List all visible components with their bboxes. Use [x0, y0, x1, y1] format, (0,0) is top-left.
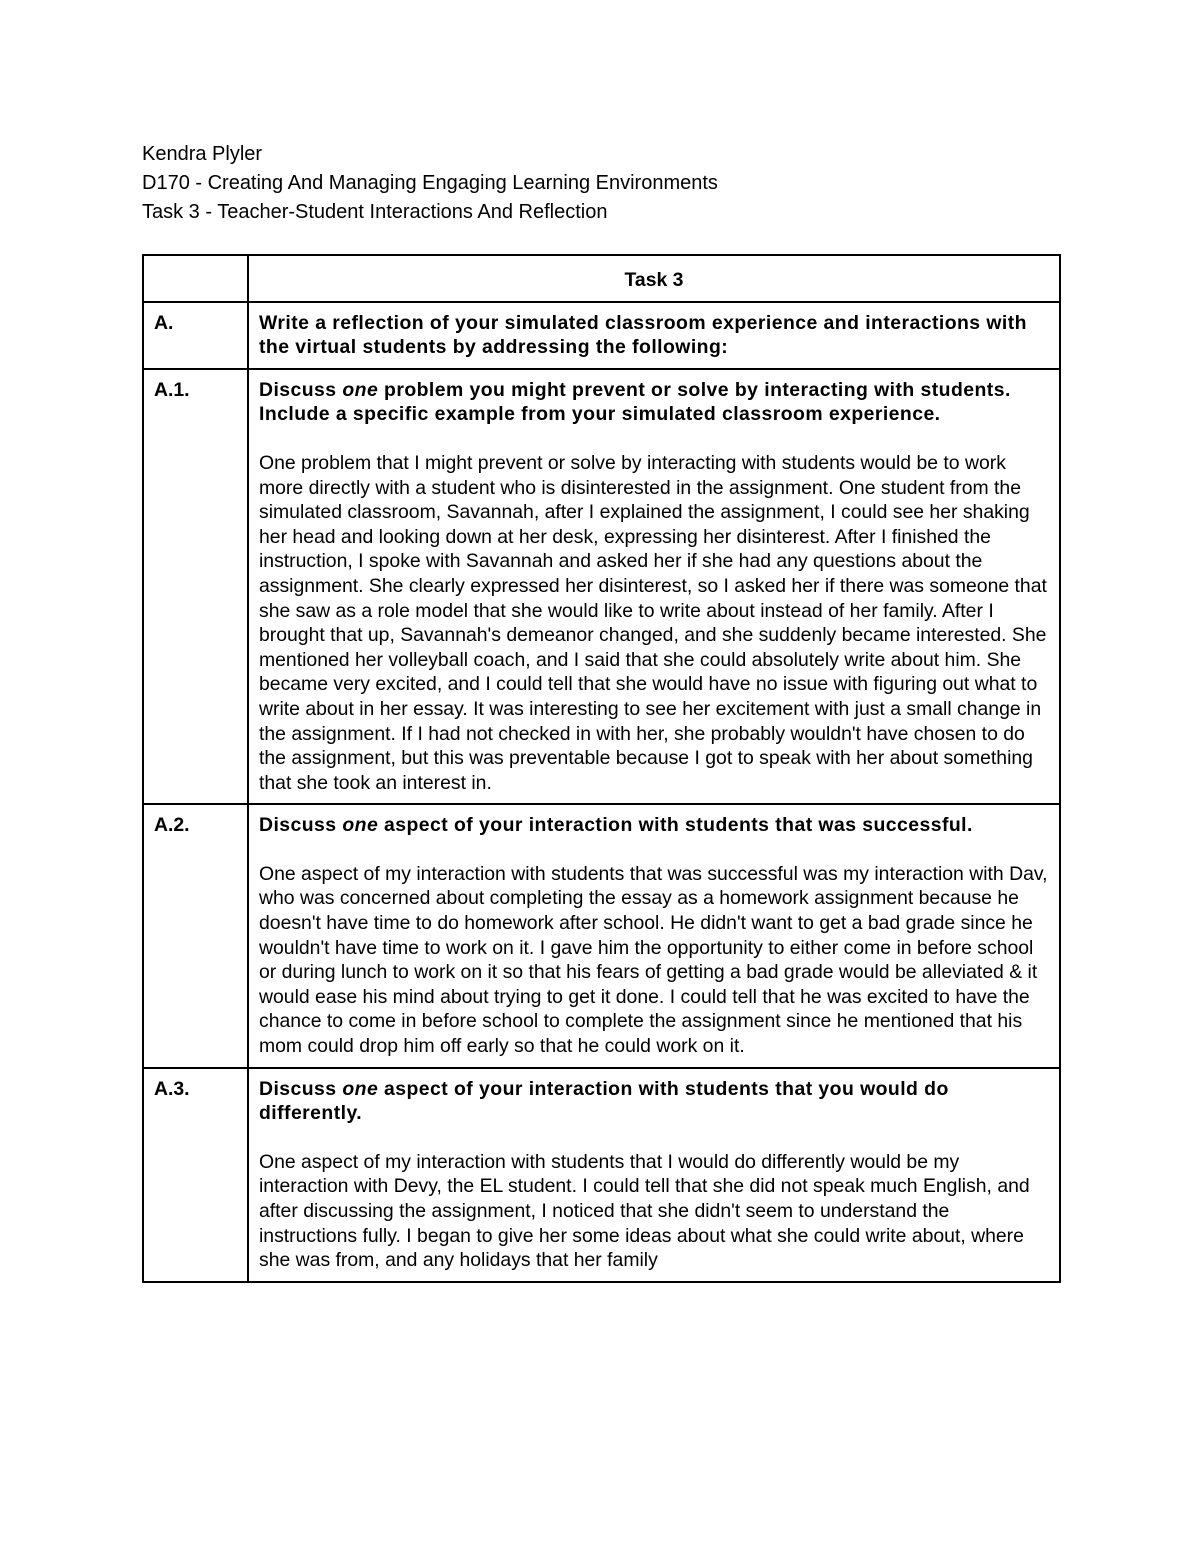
prompt-emphasis: one [342, 814, 379, 837]
document-header [142, 140, 1062, 227]
row-content [248, 302, 1060, 369]
table-row [143, 369, 1060, 805]
table-row [143, 804, 1060, 1067]
row-content [248, 1068, 1060, 1282]
row-label: A.2. [143, 804, 248, 1067]
answer-text: One aspect of my interaction with students that I would do differently would be my interaction with Devy, the EL student. I could tell that she did not speak much English, and after discussing the assignment, I noticed that she didn't seem to understand the instructions fully. I began to give her some ideas about what she could write about, where she was from, and any holidays that her family [259, 1150, 1030, 1272]
prompt-text: aspect of your interaction with students that you would do differently. [259, 1077, 949, 1125]
row-label: A.3. [143, 1068, 248, 1282]
prompt-emphasis: one [342, 1077, 379, 1100]
answer-text: One problem that I might prevent or solve by interacting with students would be to work more directly with a student who is disinterested in the assignment. One student from the simulated classroom, Savannah, after I explained the assignment, I could see her shaking her head and looking down at her desk, expressing her disinterest. After I finished the instruction, I spoke with Savannah and asked her if she had any questions about the assignment. She clearly expressed her disinterest, so I asked her if there was someone that she saw as a role model that she would like to write about instead of her family. After I brought that up, Savannah's demeanor changed, and she suddenly became interested. She mentioned her volleyball coach, and I said that she could absolutely write about him. She became very excited, and I could tell that she would have no issue with figuring out what to write about in her essay. It was interesting to see her excitement with just a small change in the assignment. If I had not checked in with her, she probably wouldn't have chosen to do the assignment, but this was preventable because I got to speak with her about something that she took an interest in. [259, 451, 1047, 794]
task-table [142, 254, 1061, 1283]
table-title: Task 3 [248, 255, 1060, 302]
question-prompt: Write a reflection of your simulated classroom experience and interactions with the virtual students by addressing the following: [259, 311, 1027, 359]
table-row [143, 302, 1060, 369]
question-prompt [259, 1077, 1049, 1126]
prompt-text: Discuss [259, 378, 343, 401]
row-label: A.1. [143, 369, 248, 805]
answer-text: One aspect of my interaction with students that was successful was my interaction with Dav, who was concerned about completing the essay as a homework assignment because he doesn't have time to do homework after school. He didn't want to get a bad grade since he wouldn't have time to work on it. I gave him the opportunity to either come in before school or during lunch to work on it so that his fears of getting a bad grade would be alleviated & it would ease his mind about trying to get it done. I could tell that he was excited to have the chance to come in before school to complete the assignment since he mentioned that his mom could drop him off early so that he could work on it. [259, 862, 1048, 1058]
prompt-emphasis: one [342, 378, 379, 401]
task-title: Task 3 - Teacher-Student Interactions And Reflection [142, 201, 608, 223]
question-prompt [259, 813, 1049, 838]
author-name: Kendra Plyler [142, 143, 263, 165]
prompt-text: problem you might prevent or solve by interacting with students. Include a specific example from your simulated classroom experience. [259, 378, 1011, 426]
course-title: D170 - Creating And Managing Engaging Learning Environments [142, 172, 718, 194]
row-content [248, 369, 1060, 805]
table-header-row [143, 255, 1060, 302]
table-corner-cell [143, 255, 248, 302]
prompt-text: Discuss [259, 814, 343, 837]
question-prompt [259, 378, 1049, 427]
prompt-text: aspect of your interaction with students that was successful. [378, 814, 973, 837]
table-row [143, 1068, 1060, 1282]
prompt-text: Discuss [259, 1077, 343, 1100]
row-label: A. [143, 302, 248, 369]
row-content [248, 804, 1060, 1067]
